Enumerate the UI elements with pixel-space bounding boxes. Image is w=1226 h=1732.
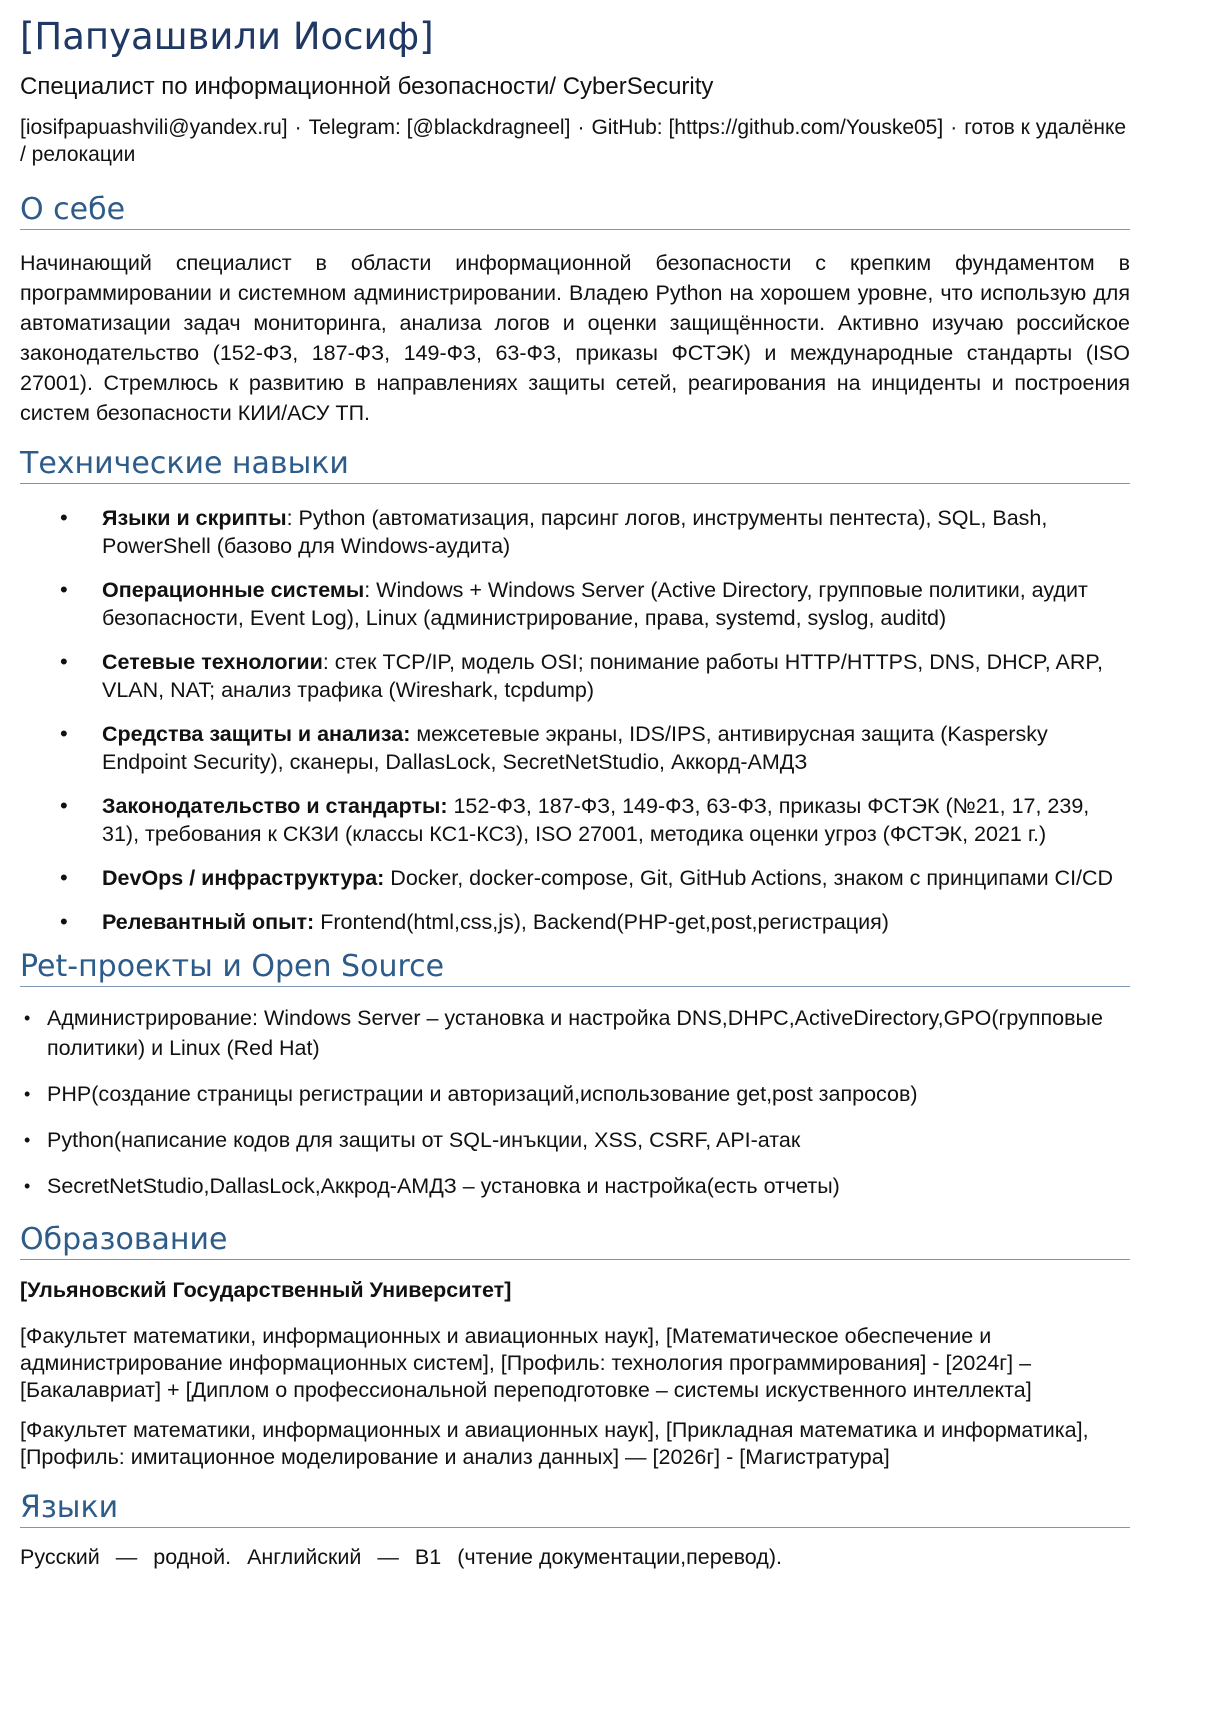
bullet-icon: • [24,1130,31,1150]
skill-label: Законодательство и стандарты: [102,794,448,818]
skill-text: : Windows + Windows Server (Active Directory, групповые политики, аудит безопасности, Event Log), Linux (администрирование, права, systemd, syslog, auditd) [102,578,1088,630]
bullet-icon: • [60,865,68,890]
skills-list [20,504,1130,936]
education-entry: [Факультет математики, информационных и авиационных наук], [Прикладная математика и информатика], [Профиль: имитационное моделирование и анализ данных] — [2026г] - [Магистратура] [20,1418,1089,1469]
language-name: Русский [20,1545,100,1569]
bullet-icon: • [60,909,68,934]
language-note: (чтение документации,перевод). [457,1545,782,1569]
section-title-education: Образование [20,1221,1130,1260]
skill-label: DevOps / инфраструктура: [102,866,385,890]
bullet-icon: • [60,721,68,746]
bullet-icon: • [60,505,68,530]
education-entry: [Факультет математики, информационных и авиационных наук], [Математическое обеспечение и администрирование информационных систем], [Профиль: технология программирования] - [2024г] – [Бакалавриат] + [Диплом о профессиональной переподготовке – системы искуственного интеллекта] [20,1324,1032,1402]
skill-label: Сетевые технологии [102,650,323,674]
section-title-about: О себе [20,191,1130,230]
email[interactable]: [iosifpapuashvili@yandex.ru] [20,116,288,139]
skill-text: Frontend(html,css,js), Backend(PHP-get,post,регистрация) [314,910,889,934]
list-item [20,864,1130,892]
list-item [20,1125,1130,1155]
list-item [20,1003,1130,1063]
skill-text: Docker, docker-compose, Git, GitHub Actions, знаком с принципами CI/CD [384,866,1114,890]
project-text: SecretNetStudio,DallasLock,Аккрод-АМДЗ – установка и настройка(есть отчеты) [47,1174,840,1198]
list-item [20,720,1130,776]
project-text: Python(написание кодов для защиты от SQL-инъкции, XSS, CSRF, API-атак [47,1128,801,1152]
bullet-icon: • [60,793,68,818]
bullet-icon: • [24,1176,31,1196]
contacts-line [20,114,1130,168]
candidate-name: [Папуашвили Иосиф] [20,15,434,58]
skill-text: : стек TCP/IP, модель OSI; понимание работы HTTP/HTTPS, DNS, DHCP, ARP, VLAN, NAT; анализ трафика (Wireshark, tcpdump) [102,650,1103,702]
list-item [20,792,1130,848]
skill-text: 152-ФЗ, 187-ФЗ, 149-ФЗ, 63-ФЗ, приказы ФСТЭК (№21, 17, 239, 31), требования к СКЗИ (классы КС1-КС3), ISO 27001, методика оценки угроз (ФСТЭК, 2021 г.) [102,794,1090,846]
contact-separator: · [294,116,302,139]
pet-projects-list [20,1003,1130,1201]
dash: — [115,1545,138,1569]
skill-text: : Python (автоматизация, парсинг логов, инструменты пентеста), SQL, Bash, PowerShell (базово для Windows-аудита) [102,506,1048,558]
list-item [20,1079,1130,1109]
project-text: PHP(создание страницы регистрации и авторизаций,использование get,post запросов) [47,1082,918,1106]
bullet-icon: • [60,577,68,602]
section-title-languages: Языки [20,1489,1130,1528]
list-item [20,648,1130,704]
language-name: Английский [247,1545,362,1569]
bullet-icon: • [24,1084,31,1104]
list-item [20,576,1130,632]
dash: — [377,1545,399,1569]
list-item [20,1171,1130,1201]
skill-label: Релевантный опыт: [102,910,315,934]
list-item [20,908,1130,936]
about-text: Начинающий специалист в области информационной безопасности с крепким фундаментом в программировании и системном администрировании. Владею Python на хорошем уровне, что использую для автоматизации задач мониторинга, анализа логов и оценки защищённости. Активно изучаю российское законодательство (152-ФЗ, 187-ФЗ, 149-ФЗ, 63-ФЗ, приказы ФСТЭК) и международные стандарты (ISO 27001). Стремлюсь к развитию в направлениях защиты сетей, реагирования на инциденты и построения систем безопасности КИИ/АСУ ТП. [20,251,1130,425]
skill-label: Операционные системы [102,578,365,602]
telegram[interactable]: Telegram: [@blackdragneel] [308,116,571,139]
github[interactable]: GitHub: [https://github.com/Youske05] [591,116,944,139]
contact-separator: · [577,116,585,139]
university-name: [Ульяновский Государственный Университет] [20,1278,512,1302]
language-level: родной. [153,1545,232,1569]
job-title: Специалист по информационной безопасности/ CyberSecurity [20,73,714,100]
bullet-icon: • [60,649,68,674]
list-item [20,504,1130,560]
section-title-pet-projects: Pet-проекты и Open Source [20,948,1130,987]
languages-line [20,1542,1130,1572]
contact-separator: · [950,116,958,139]
section-title-skills: Технические навыки [20,445,1130,484]
bullet-icon: • [24,1008,31,1028]
relocation-note: готов к удалёнке / релокации [20,116,1127,166]
skill-text: межсетевые экраны, IDS/IPS, антивирусная защита (Kaspersky Endpoint Security), сканеры, DallasLock, SecretNetStudio, Аккорд-АМДЗ [102,722,1048,774]
skill-label: Средства защиты и анализа: [102,722,411,746]
resume-page [20,12,1130,1572]
skill-label: Языки и скрипты [102,506,287,530]
project-text: Администрирование: Windows Server – установка и настройка DNS,DHPC,ActiveDirectory,GPO(групповые политики) и Linux (Red Hat) [47,1006,1103,1060]
language-level: B1 [414,1545,442,1569]
